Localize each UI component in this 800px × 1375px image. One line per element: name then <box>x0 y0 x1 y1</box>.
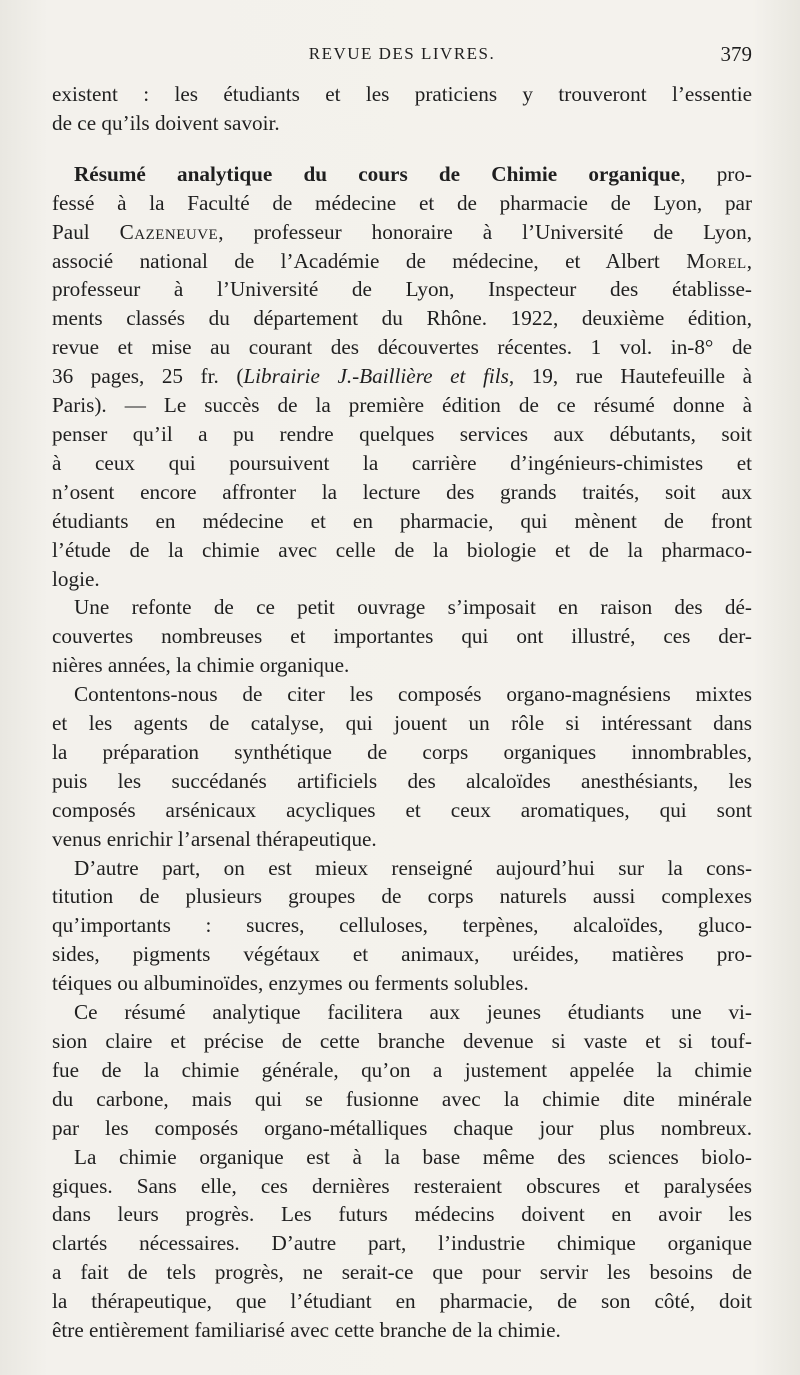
text-line: de ce qu’ils doivent savoir. <box>52 110 280 135</box>
review-title: Résumé analytique du cours de Chimie organique <box>74 161 681 186</box>
text-line: et les agents de catalyse, qui jouent un rôle si intéressant dans <box>52 711 752 736</box>
text-line: dans leurs progrès. Les futurs médecins doivent en avoir les <box>52 1202 752 1227</box>
page-number: 379 <box>720 42 752 66</box>
text-line: téiques ou albuminoïdes, enzymes ou ferments solubles. <box>52 971 529 996</box>
intro-paragraph <box>52 80 752 138</box>
review-entry <box>52 160 752 594</box>
text-line: sion claire et précise de cette branche devenue si vaste et si touf- <box>52 1029 752 1053</box>
paragraph <box>52 998 752 1143</box>
text-line: associé national de l’Académie de médecine, et Albert Morel, <box>52 248 752 273</box>
text-line: Paul Cazeneuve, professeur honoraire à l’Université de Lyon, <box>52 219 752 244</box>
text-line: logie. <box>52 566 100 591</box>
text-line: professeur à l’Université de Lyon, Inspecteur des établisse- <box>52 277 752 302</box>
text-line: nières années, la chimie organique. <box>52 653 350 678</box>
author-name: Morel <box>686 248 747 273</box>
text-line: la thérapeutique, que l’étudiant en pharmacie, de son côté, doit <box>52 1289 752 1314</box>
paragraph <box>52 854 752 999</box>
paragraph <box>52 1143 752 1345</box>
text-line: Une refonte de ce petit ouvrage s’imposait en raison des dé- <box>74 595 752 620</box>
text-line: D’autre part, on est mieux renseigné aujourd’hui sur la cons- <box>74 855 752 880</box>
text-line: ments classés du département du Rhône. 1922, deuxième édition, <box>52 306 752 331</box>
page-body <box>52 80 752 1345</box>
text-line: Ce résumé analytique facilitera aux jeunes étudiants une vi- <box>74 1000 752 1025</box>
text-line: existent : les étudiants et les praticiens y trouveront l’essentie <box>52 82 752 106</box>
text-line: couvertes nombreuses et importantes qui ont illustré, ces der- <box>52 624 752 649</box>
text-line: fue de la chimie générale, qu’on a justement appelée la chimie <box>52 1057 752 1082</box>
text-line: clartés nécessaires. D’autre part, l’industrie chimique organique <box>52 1231 752 1256</box>
text-line: La chimie organique est à la base même des sciences biolo- <box>74 1144 752 1169</box>
text-line: être entièrement familiarisé avec cette branche de la chimie. <box>52 1318 561 1343</box>
text-line: sides, pigments végétaux et animaux, uréides, matières pro- <box>52 942 752 967</box>
text-line: composés arsénicaux acycliques et ceux aromatiques, qui sont <box>52 797 752 822</box>
text-line: Paris). — Le succès de la première édition de ce résumé donne à <box>52 393 752 418</box>
paragraph <box>52 593 752 680</box>
text-line: la préparation synthétique de corps organiques innombrables, <box>52 739 752 764</box>
text-line: Contentons-nous de citer les composés organo-magnésiens mixtes <box>74 682 752 707</box>
text-line: étudiants en médecine et en pharmacie, qui mènent de front <box>52 508 752 533</box>
text-line: puis les succédanés artificiels des alcaloïdes anesthésiants, les <box>52 768 752 793</box>
publisher-name: Librairie J.-Baillière et fils <box>243 364 509 389</box>
running-title: REVUE DES LIVRES. <box>308 44 496 63</box>
text-line: revue et mise au courant des découvertes récentes. 1 vol. in-8° de <box>52 335 752 360</box>
text-line: Résumé analytique du cours de Chimie organique, pro- <box>74 161 752 186</box>
text-line: qu’importants : sucres, celluloses, terpènes, alcaloïdes, gluco- <box>52 913 752 938</box>
text-line: a fait de tels progrès, ne serait-ce que pour servir les besoins de <box>52 1260 752 1285</box>
text-line: l’étude de la chimie avec celle de la biologie et de la pharmaco- <box>52 537 752 562</box>
text-line: n’osent encore affronter la lecture des grands traités, soit aux <box>52 479 752 504</box>
author-name: Cazeneuve <box>119 219 219 244</box>
paragraph <box>52 680 752 853</box>
section-gap <box>52 138 752 160</box>
text-line: à ceux qui poursuivent la carrière d’ingénieurs-chimistes et <box>52 450 752 475</box>
page-header <box>52 40 752 74</box>
text-line: par les composés organo-métalliques chaque jour plus nombreux. <box>52 1115 752 1140</box>
text-line: du carbone, mais qui se fusionne avec la chimie dite minérale <box>52 1086 752 1111</box>
text-line: titution de plusieurs groupes de corps naturels aussi complexes <box>52 884 752 909</box>
text-line: penser qu’il a pu rendre quelques services aux débutants, soit <box>52 421 752 446</box>
text-line: fessé à la Faculté de médecine et de pharmacie de Lyon, par <box>52 190 752 215</box>
text-line: venus enrichir l’arsenal thérapeutique. <box>52 826 377 851</box>
text-line: giques. Sans elle, ces dernières resteraient obscures et paralysées <box>52 1173 752 1198</box>
text-line: 36 pages, 25 fr. (Librairie J.-Baillière et fils, 19, rue Hautefeuille à <box>52 364 752 389</box>
